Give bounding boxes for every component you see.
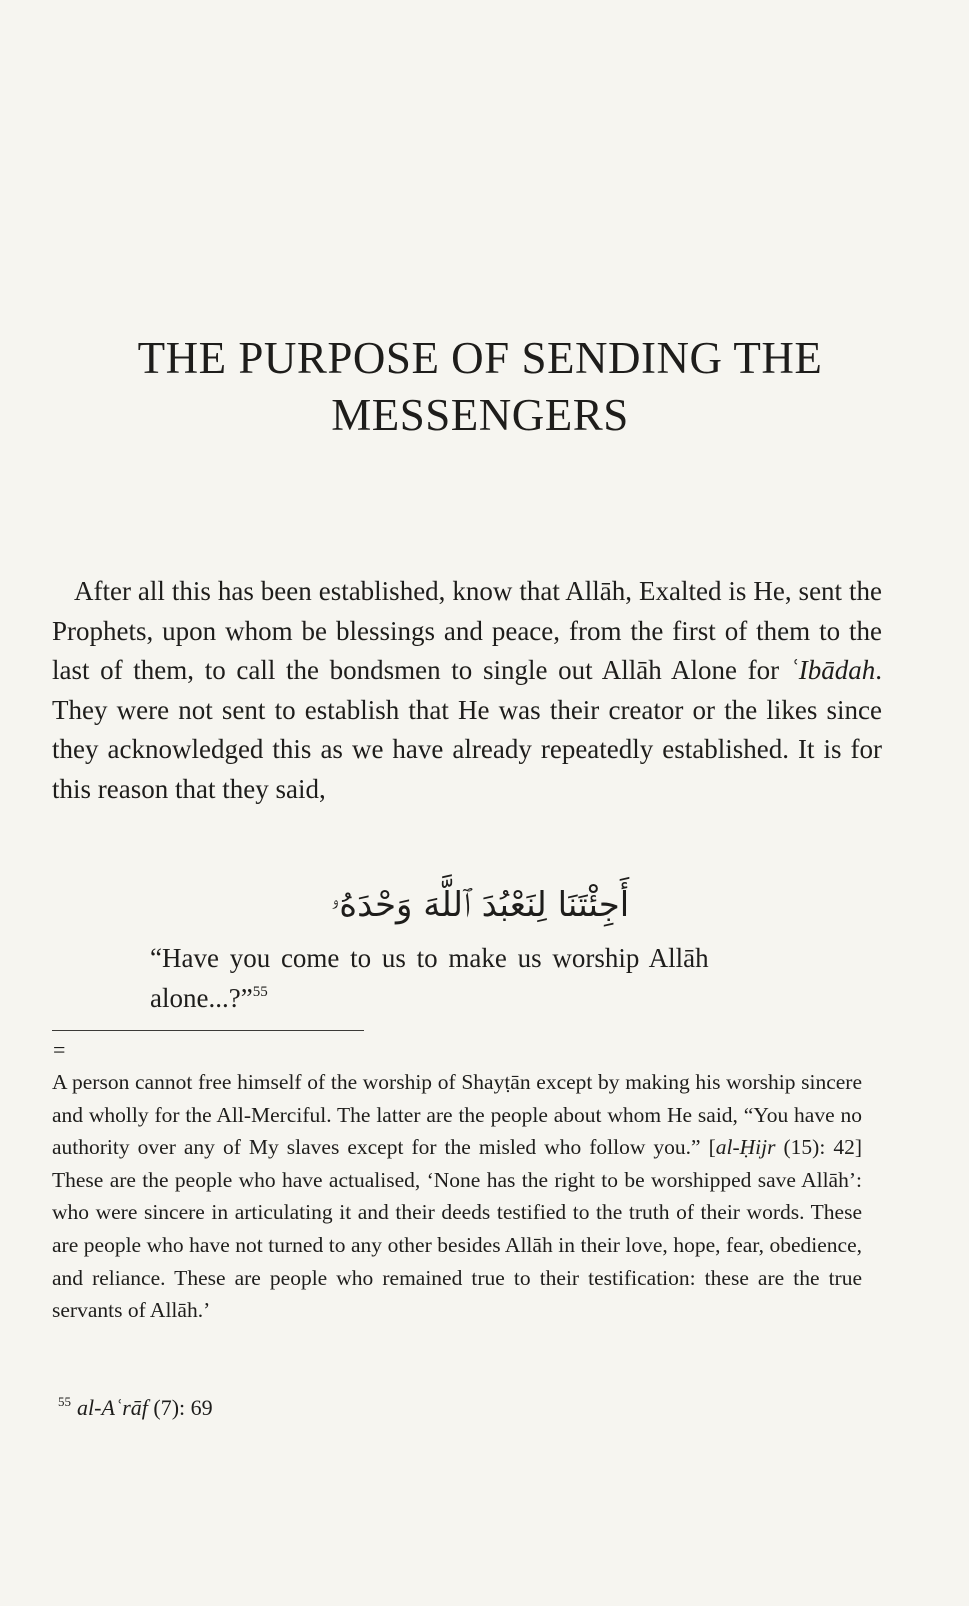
body-text-part-1: After all this has been established, know that Allāh, Exalted is He, sent the Prophets, upon whom be blessings and peace, from the first of them to the last of them, to call the bondsmen to single out Allāh Alone for	[52, 576, 882, 685]
footnote-text-part-2: (15): 42] These are the people who have actualised, ‘None has the right to be worshipped save Allāh’: who were sincere in articulating it and their deeds testified to the truth of their words. These are people who have not turned to any other besides Allāh in their love, hope, fear, obedience, and reliance. These are people who remained true to their testification: these are the true servants of Allāh.’	[52, 1135, 863, 1323]
verse-translation-text: “Have you come to us to make us worship Allāh alone...?”	[150, 943, 709, 1013]
chapter-title-line-1: THE PURPOSE OF SENDING THE	[137, 333, 823, 383]
footnote-text-part-1: A person cannot free himself of the worship of Shayṭān except by making his worship sincere and wholly for the All-Merciful. The latter are the people about whom He said, “You have no authority over any of My slaves except for the misled who follow you.” [	[52, 1070, 862, 1160]
footnote-continuation-mark: =	[53, 1037, 66, 1062]
footnote-marker-55: 55	[252, 983, 268, 1000]
footnote-source-hijr: al-Ḥijr	[715, 1135, 776, 1160]
verse-translation	[150, 939, 790, 1018]
body-text-part-2: . They were not sent to establish that He was their creator or the likes since they acknowledged this as we have already repeatedly established. It is for this reason that they said,	[52, 655, 882, 804]
footnote-55-reference: (7): 69	[147, 1395, 213, 1420]
footnote-continued-text	[52, 1066, 862, 1327]
arabic-verse: أَجِئْتَنَا لِنَعْبُدَ ٱللَّهَ وَحْدَهُۥ	[330, 885, 630, 925]
footnote-divider	[52, 1030, 364, 1031]
footnote-55	[58, 1392, 213, 1424]
footnote-55-number: 55	[58, 1394, 71, 1409]
footnote-55-source: al-Aʿrāf	[77, 1395, 148, 1420]
body-term-ibadah: ʿIbādah	[789, 655, 876, 685]
chapter-title	[40, 330, 920, 444]
chapter-title-line-2: MESSENGERS	[331, 390, 629, 440]
body-paragraph	[52, 572, 882, 809]
